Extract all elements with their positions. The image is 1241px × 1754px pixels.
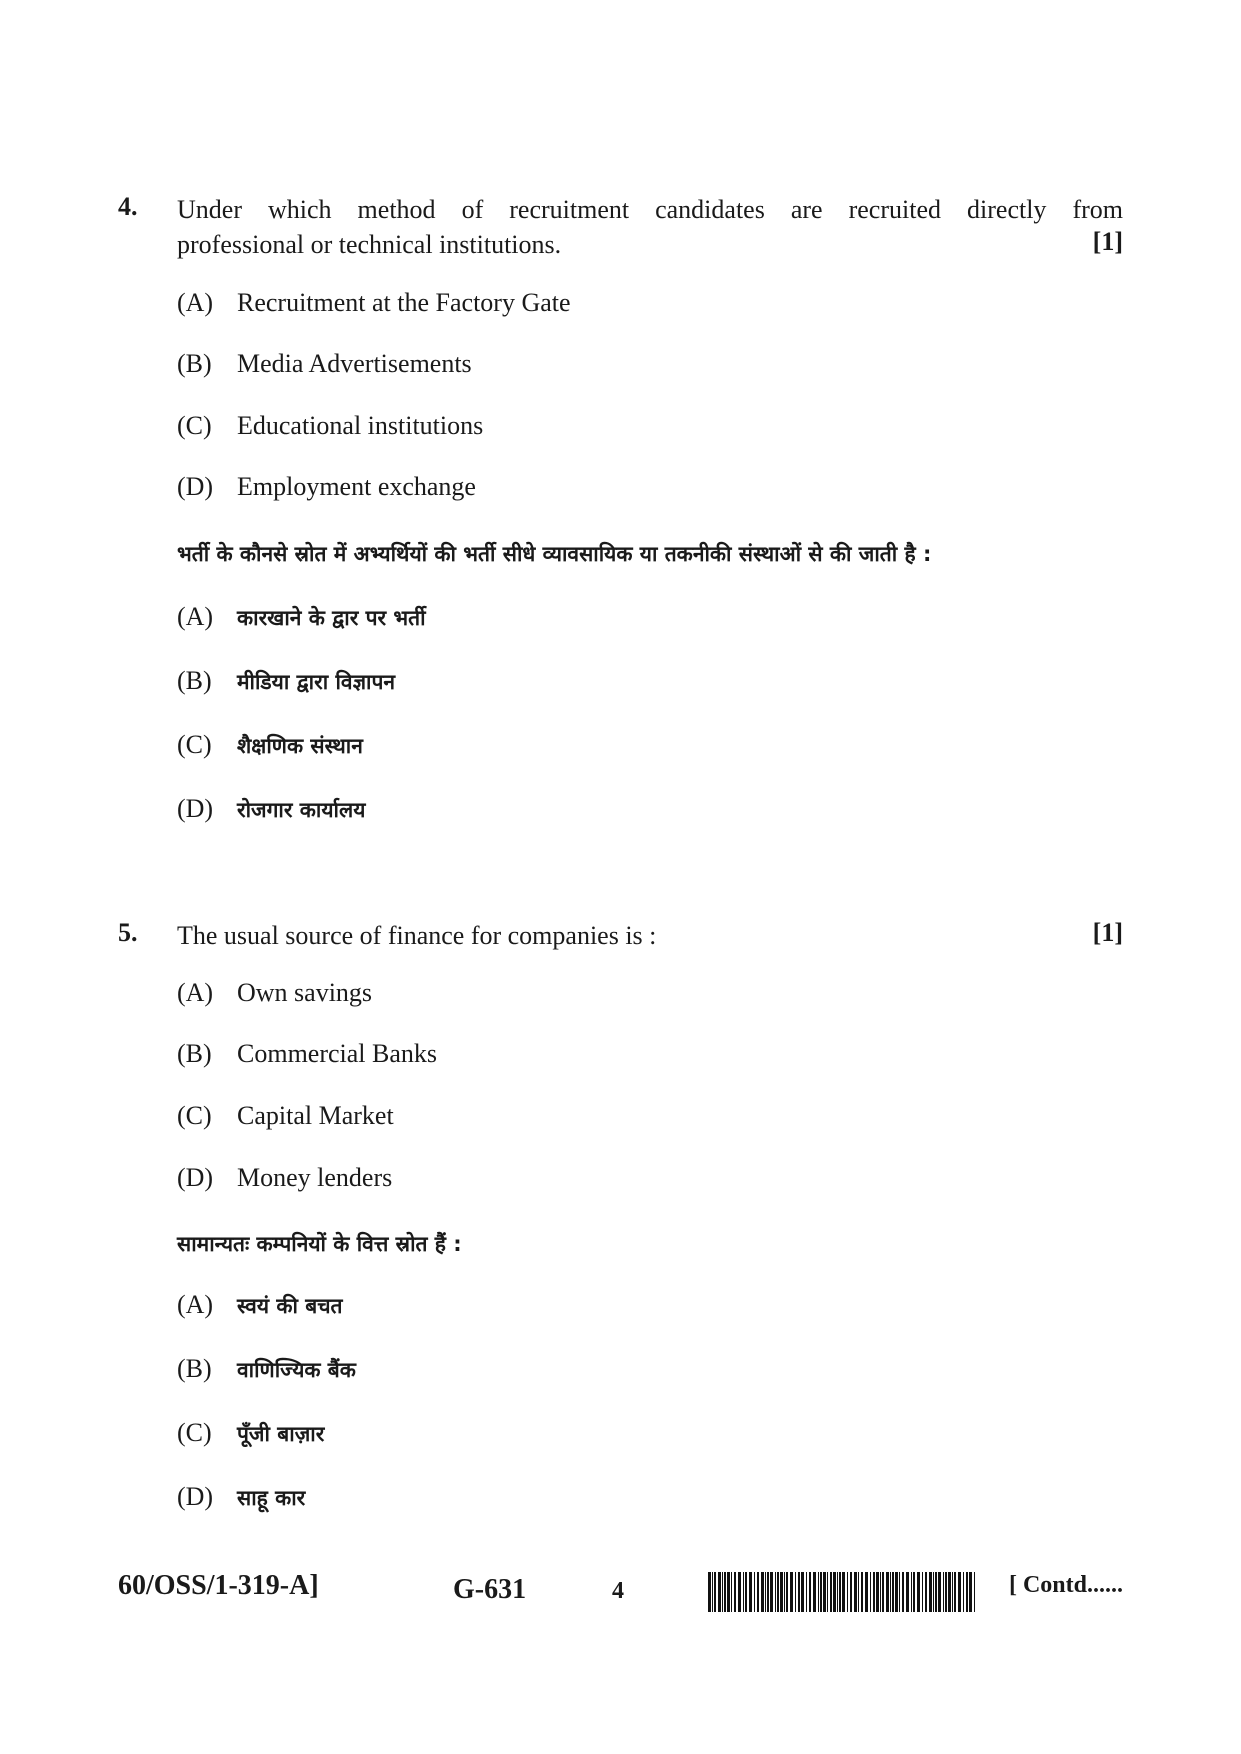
option-text-hindi: साहू कार <box>237 1486 306 1510</box>
option-d <box>177 472 476 502</box>
hindi-option-a <box>177 1290 343 1320</box>
question-text-line1: The usual source of finance for companies is : <box>177 921 657 950</box>
option-text-hindi: स्वयं की बचत <box>237 1294 343 1318</box>
option-text: Employment exchange <box>237 472 476 501</box>
option-label: (B) <box>177 349 212 378</box>
option-label: (C) <box>177 730 212 759</box>
option-text-hindi: पूँजी बाज़ार <box>237 1422 325 1446</box>
question-number: 4. <box>118 192 138 221</box>
option-label: (D) <box>177 1482 214 1511</box>
option-label: (C) <box>177 1101 212 1130</box>
hindi-option-c <box>177 730 363 760</box>
option-label: (B) <box>177 666 212 695</box>
option-label: (D) <box>177 472 214 501</box>
option-text: Capital Market <box>237 1101 394 1130</box>
option-text-hindi: शैक्षणिक संस्थान <box>237 734 363 758</box>
option-text-hindi: वाणिज्यिक बैंक <box>237 1358 356 1382</box>
set-code: G-631 <box>453 1574 527 1605</box>
continued-label: [ Contd...... <box>1008 1572 1123 1598</box>
option-a <box>177 978 372 1008</box>
option-label: (B) <box>177 1354 212 1383</box>
question-text-hindi: सामान्यतः कम्पनियों के वित्त स्रोत हैं : <box>177 1232 462 1256</box>
hindi-option-d <box>177 1482 305 1512</box>
option-b <box>177 349 472 379</box>
option-d <box>177 1163 392 1193</box>
option-text: Commercial Banks <box>237 1039 438 1068</box>
option-a <box>177 288 571 318</box>
barcode-icon <box>708 1572 978 1612</box>
question-number: 5. <box>118 918 138 947</box>
page-footer <box>0 1570 1241 1620</box>
question-text <box>177 192 1123 262</box>
question-text-hindi: भर्ती के कौनसे स्रोत में अभ्यर्थियों की भर्ती सीधे व्यावसायिक या तकनीकी संस्थाओं से की जाती है : <box>177 542 932 566</box>
option-c <box>177 1101 394 1131</box>
option-text: Educational institutions <box>237 411 484 440</box>
paper-code: 60/OSS/1-319-A] <box>118 1570 319 1601</box>
page-number: 4 <box>612 1578 624 1604</box>
option-text: Recruitment at the Factory Gate <box>237 288 571 317</box>
option-text: Media Advertisements <box>237 349 472 378</box>
question-text-line2: professional or technical institutions. <box>177 230 562 259</box>
option-text: Own savings <box>237 978 373 1007</box>
option-b <box>177 1039 437 1069</box>
option-label: (B) <box>177 1039 212 1068</box>
option-text-hindi: कारखाने के द्वार पर भर्ती <box>237 606 426 630</box>
hindi-option-a <box>177 602 426 632</box>
option-label: (A) <box>177 1290 214 1319</box>
hindi-option-d <box>177 794 365 824</box>
option-text: Money lenders <box>237 1163 393 1192</box>
question-text <box>177 918 1123 953</box>
hindi-option-b <box>177 1354 356 1384</box>
question-marks: [1] <box>1092 227 1123 256</box>
question-marks: [1] <box>1092 918 1123 947</box>
option-label: (D) <box>177 1163 214 1192</box>
question-text-line1: Under which method of recruitment candidates are recruited directly from <box>177 195 1123 224</box>
hindi-option-c <box>177 1418 324 1448</box>
option-text-hindi: रोजगार कार्यालय <box>237 798 366 822</box>
option-text-hindi: मीडिया द्वारा विज्ञापन <box>237 670 396 694</box>
option-label: (A) <box>177 978 214 1007</box>
hindi-option-b <box>177 666 395 696</box>
option-label: (C) <box>177 411 212 440</box>
option-label: (D) <box>177 794 214 823</box>
option-label: (A) <box>177 288 214 317</box>
option-label: (A) <box>177 602 214 631</box>
option-c <box>177 411 483 441</box>
option-label: (C) <box>177 1418 212 1447</box>
